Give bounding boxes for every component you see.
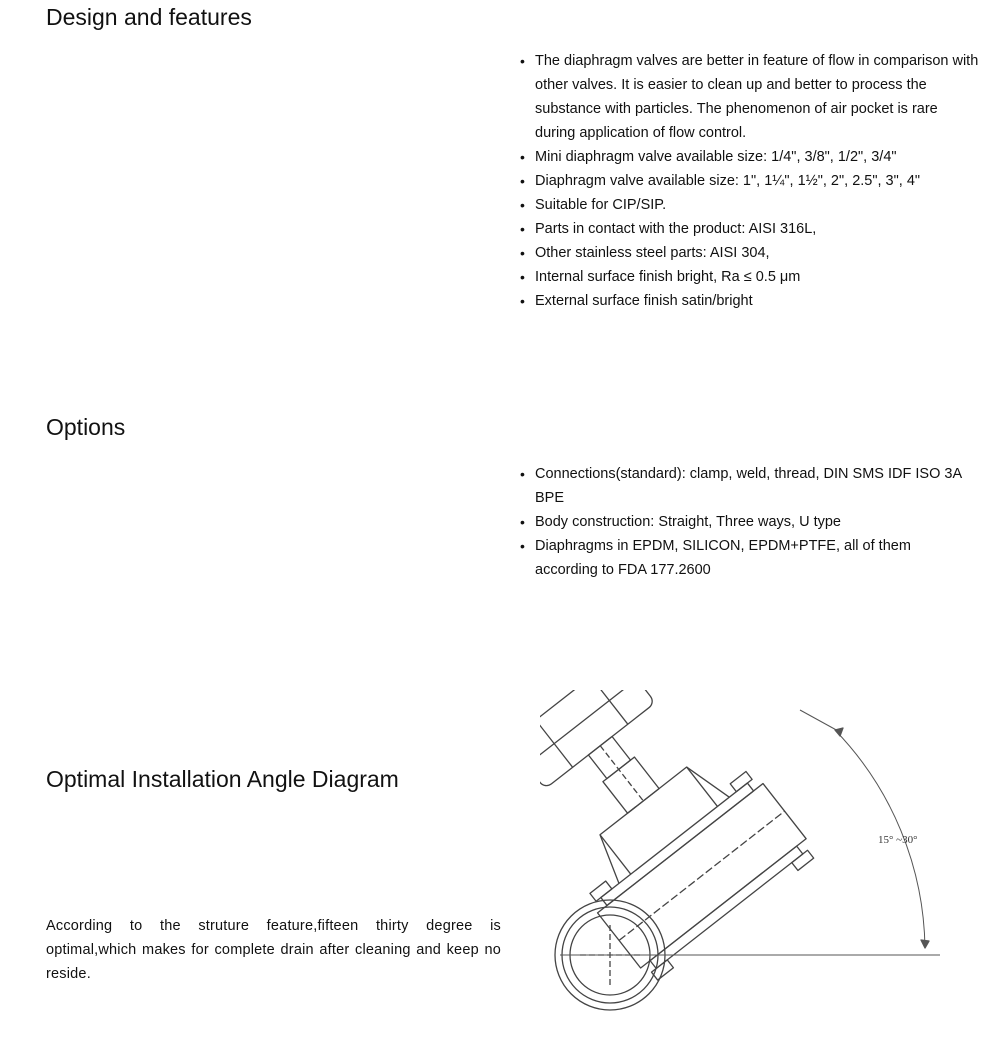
valve-assembly [540,690,818,984]
feature-item: • Other stainless steel parts: AISI 304, [520,241,980,265]
option-item: • Diaphragms in EPDM, SILICON, EPDM+PTFE, all of them according to FDA 177.2600 [520,534,970,582]
design-features-list [520,49,980,313]
design-features-title: Design and features [46,4,252,30]
feature-item: • Diaphragm valve available size: 1", 1¼", 1½", 2", 2.5", 3", 4" [520,169,980,193]
feature-item: • Parts in contact with the product: AISI 316L, [520,217,980,241]
feature-item: • Mini diaphragm valve available size: 1/4", 3/8", 1/2", 3/4" [520,145,980,169]
installation-angle-title: Optimal Installation Angle Diagram [46,766,399,792]
options-list [520,462,970,582]
feature-item: • Suitable for CIP/SIP. [520,193,980,217]
angle-label: 15° ~30° [878,834,918,846]
option-item: • Connections(standard): clamp, weld, thread, DIN SMS IDF ISO 3A BPE [520,462,970,510]
valve-angle-diagram [540,690,970,1030]
feature-item: • The diaphragm valves are better in feature of flow in comparison with other valves. It is easier to clean up and better to process the substance with particles. The phenomenon of air pocket is rare during application of flow control. [520,49,980,145]
options-title: Options [46,414,126,440]
feature-item: • External surface finish satin/bright [520,289,980,313]
feature-item: • Internal surface finish bright, Ra ≤ 0.5 μm [520,265,980,289]
installation-angle-description: According to the struture feature,fifteen thirty degree is optimal,which makes for complete drain after cleaning and keep no reside. [46,918,501,982]
option-item: • Body construction: Straight, Three ways, U type [520,510,970,534]
